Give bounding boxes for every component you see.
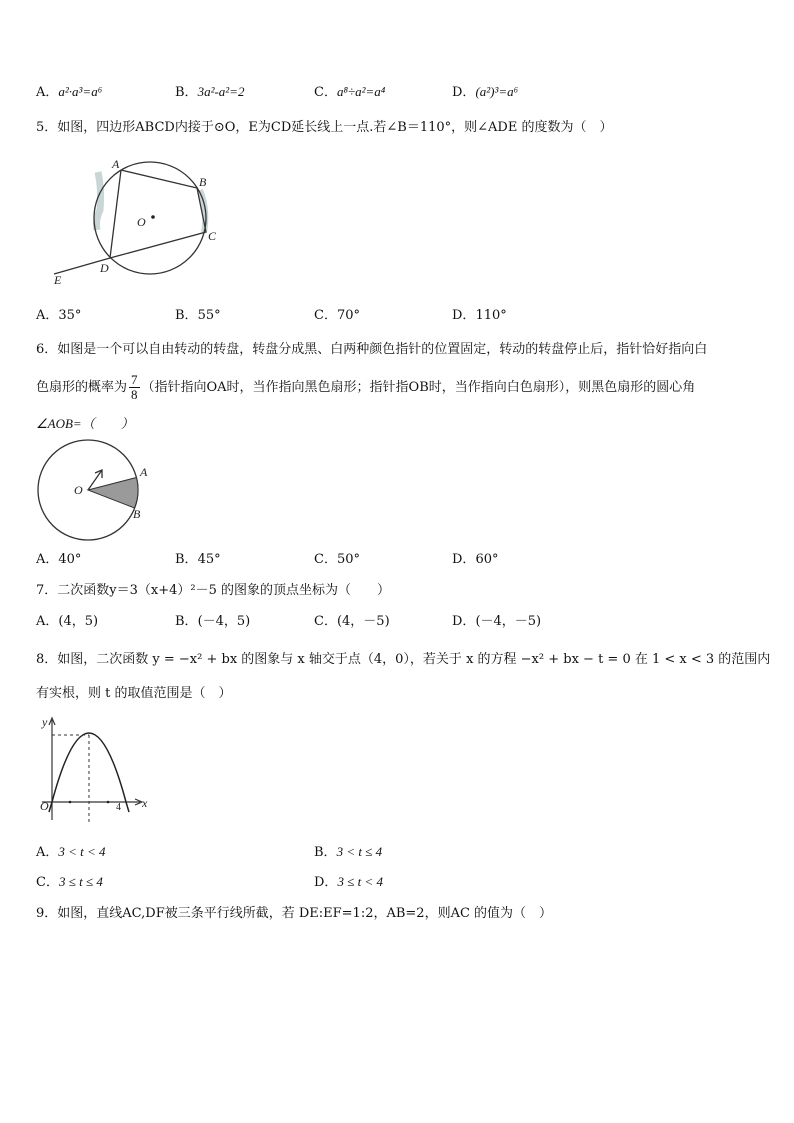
- q8-label-y: y: [42, 715, 48, 729]
- q5-label-b: B: [199, 175, 207, 189]
- q7-option-d[interactable]: D．(－4，－5): [452, 614, 542, 629]
- q5-stem: 5．如图，四边形ABCD内接于⊙O，E为CD延长线上一点.若∠B＝110°，则∠ADE 的度数为（ ）: [36, 120, 613, 135]
- q8-parabola: [52, 733, 129, 812]
- q8-label-4: 4: [116, 802, 121, 813]
- q8-option-a[interactable]: A．3 < t < 4: [36, 844, 106, 860]
- q5-option-b[interactable]: B．55°: [175, 308, 221, 323]
- q8-label-o: O: [40, 799, 49, 813]
- q6-option-a[interactable]: A．40°: [36, 552, 82, 567]
- q4-option-b[interactable]: B．3a²-a²=2: [175, 84, 245, 100]
- q5-option-c[interactable]: C．70°: [314, 308, 360, 323]
- q8-option-b[interactable]: B．3 < t ≤ 4: [314, 844, 383, 860]
- q8-line-2: 有实根，则 t 的取值范围是（ ）: [36, 686, 232, 701]
- q6-black-sector: [88, 478, 138, 509]
- q7-option-b[interactable]: B．(－4，5): [175, 614, 251, 629]
- q9-stem: 9．如图，直线AC,DF被三条平行线所截，若 DE:EF=1:2，AB=2，则AC 的值为（ ）: [36, 906, 553, 921]
- q8-line-1: 8．如图，二次函数 y = −x² + bx 的图象与 x 轴交于点（4，0），若关于 x 的方程 −x² + bx − t = 0 在 1 < x < 3 的范围内: [36, 652, 771, 667]
- q5-label-o: O: [137, 215, 146, 229]
- q5-label-e: E: [54, 273, 62, 287]
- q7-stem: 7．二次函数y＝3（x+4）²－5 的图象的顶点坐标为（ ）: [36, 583, 391, 598]
- q8-option-c[interactable]: C．3 ≤ t ≤ 4: [36, 874, 103, 890]
- q6-label-a: A: [140, 465, 148, 479]
- q5-option-a[interactable]: A．35°: [36, 308, 82, 323]
- q8-option-d[interactable]: D．3 ≤ t < 4: [314, 874, 383, 890]
- q8-parabola-figure: [36, 714, 156, 826]
- q6-label-o: O: [74, 483, 83, 497]
- q6-line-2: 色扇形的概率为 $\frac{7}{8}$ （指针指向OA时，当作指向黑色扇形；指针指OB时，当作指向白色扇形），则黑色扇形的圆心角: [36, 372, 696, 402]
- q5-option-d[interactable]: D．110°: [452, 308, 507, 323]
- q6-option-b[interactable]: B．45°: [175, 552, 221, 567]
- q5-label-a: A: [112, 157, 120, 171]
- q6-line-3: ∠AOB=（ ）: [36, 416, 134, 431]
- q7-option-c[interactable]: C．(4，－5): [314, 614, 390, 629]
- q7-option-a[interactable]: A．(4，5): [36, 614, 99, 629]
- q8-label-x: x: [142, 796, 148, 810]
- q5-label-d: D: [100, 261, 109, 275]
- q6-label-b: B: [133, 507, 141, 521]
- q5-label-c: C: [208, 229, 217, 243]
- q6-option-d[interactable]: D．60°: [452, 552, 499, 567]
- q5-figure: [40, 150, 230, 290]
- q6-option-c[interactable]: C．50°: [314, 552, 360, 567]
- q5-quadrilateral: [110, 170, 206, 258]
- q4-option-c[interactable]: C．a⁸÷a²=a⁴: [314, 84, 386, 100]
- q6-probability-fraction: $\frac{7}{8}$: [131, 372, 138, 402]
- q4-option-d[interactable]: D．(a²)³=a⁶: [452, 84, 519, 100]
- q6-line-1: 6．如图是一个可以自由转动的转盘，转盘分成黑、白两种颜色指针的位置固定，转动的转盘停止后，指针恰好指向白: [36, 342, 708, 357]
- q6-spinner-figure: [36, 436, 156, 544]
- q4-option-a[interactable]: A．a²·a³=a⁶: [36, 84, 103, 100]
